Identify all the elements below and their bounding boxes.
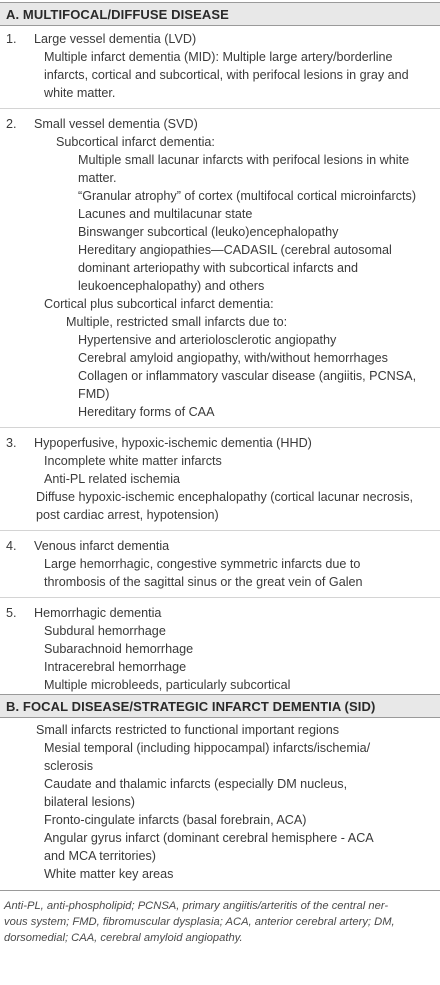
section-b-lead: Small infarcts restricted to functional important regions — [36, 723, 340, 737]
list-item: Intracerebral hemorrhage — [44, 660, 187, 674]
group-3-tail: post cardiac arrest, hypotension) — [36, 508, 219, 522]
list-item: dominant arteriopathy with subcortical infarcts and — [78, 261, 359, 275]
section-a-header — [0, 3, 440, 25]
list-item: White matter key areas — [44, 867, 174, 881]
footnote-line: Anti-PL, anti-phospholipid; PCNSA, primary angiitis/arteritis of the central ner- — [4, 900, 389, 912]
table-footnote — [0, 891, 440, 946]
section-b-header — [0, 695, 440, 717]
group-1-line: Multiple infarct dementia (MID): Multiple large artery/borderline — [44, 50, 393, 64]
group-3-heading: 3. Hypoperfusive, hypoxic-ischemic dementia (HHD) — [6, 436, 312, 450]
footnote-line: dorsomedial; CAA, cerebral amyloid angiopathy. — [4, 932, 243, 944]
group-5-heading: 5. Hemorrhagic dementia — [6, 606, 162, 620]
group-2-lead: Multiple, restricted small infarcts due to: — [66, 315, 288, 329]
list-item: Hypertensive and arteriolosclerotic angiopathy — [78, 333, 337, 347]
list-item: Hereditary angiopathies—CADASIL (cerebral autosomal — [78, 243, 392, 257]
section-b-body — [0, 718, 440, 890]
group-3-tail: Diffuse hypoxic-ischemic encephalopathy (cortical lacunar necrosis, — [36, 490, 414, 504]
group-4-line: thrombosis of the sagittal sinus or the great vein of Galen — [44, 575, 363, 589]
group-4-heading: 4. Venous infarct dementia — [6, 539, 170, 553]
list-item: Subdural hemorrhage — [44, 624, 166, 638]
section-b-title: B. FOCAL DISEASE/STRATEGIC INFARCT DEMENTIA (SID) — [6, 698, 376, 714]
list-item: Incomplete white matter infarcts — [44, 454, 222, 468]
group-1-heading: 1. Large vessel dementia (LVD) — [6, 32, 197, 46]
list-item: Collagen or inflammatory vascular disease (angiitis, PCNSA, — [78, 369, 417, 383]
list-item: Anti-PL related ischemia — [44, 472, 181, 486]
list-item: Lacunes and multilacunar state — [78, 207, 253, 221]
list-item: Multiple small lacunar infarcts with perifocal lesions in white — [78, 153, 410, 167]
list-item: Caudate and thalamic infarcts (especially DM nucleus, — [44, 777, 348, 791]
group-4-line: Large hemorrhagic, congestive symmetric infarcts due to — [44, 557, 361, 571]
section-a-title: A. MULTIFOCAL/DIFFUSE DISEASE — [6, 6, 229, 22]
group-2-heading: 2. Small vessel dementia (SVD) — [6, 117, 198, 131]
list-item: FMD) — [78, 387, 110, 401]
list-item: Mesial temporal (including hippocampal) infarcts/ischemia/ — [44, 741, 371, 755]
list-item: Fronto-cingulate infarcts (basal forebrain, ACA) — [44, 813, 307, 827]
list-item: Hereditary forms of CAA — [78, 405, 215, 419]
list-item: matter. — [78, 171, 117, 185]
group-2-subheading: Cortical plus subcortical infarct dementia: — [44, 297, 274, 311]
list-item: Angular gyrus infarct (dominant cerebral hemisphere - ACA — [44, 831, 374, 845]
list-item: sclerosis — [44, 759, 93, 773]
list-item: Multiple microbleeds, particularly subcortical — [44, 678, 291, 692]
list-item: leukoencephalopathy) and others — [78, 279, 265, 293]
footnote-line: vous system; FMD, fibromuscular dysplasia; ACA, anterior cerebral artery; DM, — [4, 916, 395, 928]
list-item: Cerebral amyloid angiopathy, with/without hemorrhages — [78, 351, 388, 365]
list-item: “Granular atrophy” of cortex (multifocal cortical microinfarcts) — [78, 189, 417, 203]
list-item: bilateral lesions) — [44, 795, 135, 809]
list-item: and MCA territories) — [44, 849, 156, 863]
list-item: Binswanger subcortical (leuko)encephalopathy — [78, 225, 339, 239]
section-a-body — [0, 26, 440, 694]
group-1-line: white matter. — [44, 86, 116, 100]
group-1-line: infarcts, cortical and subcortical, with perifocal lesions in gray and — [44, 68, 409, 82]
group-2-subheading: Subcortical infarct dementia: — [56, 135, 215, 149]
list-item: Subarachnoid hemorrhage — [44, 642, 194, 656]
